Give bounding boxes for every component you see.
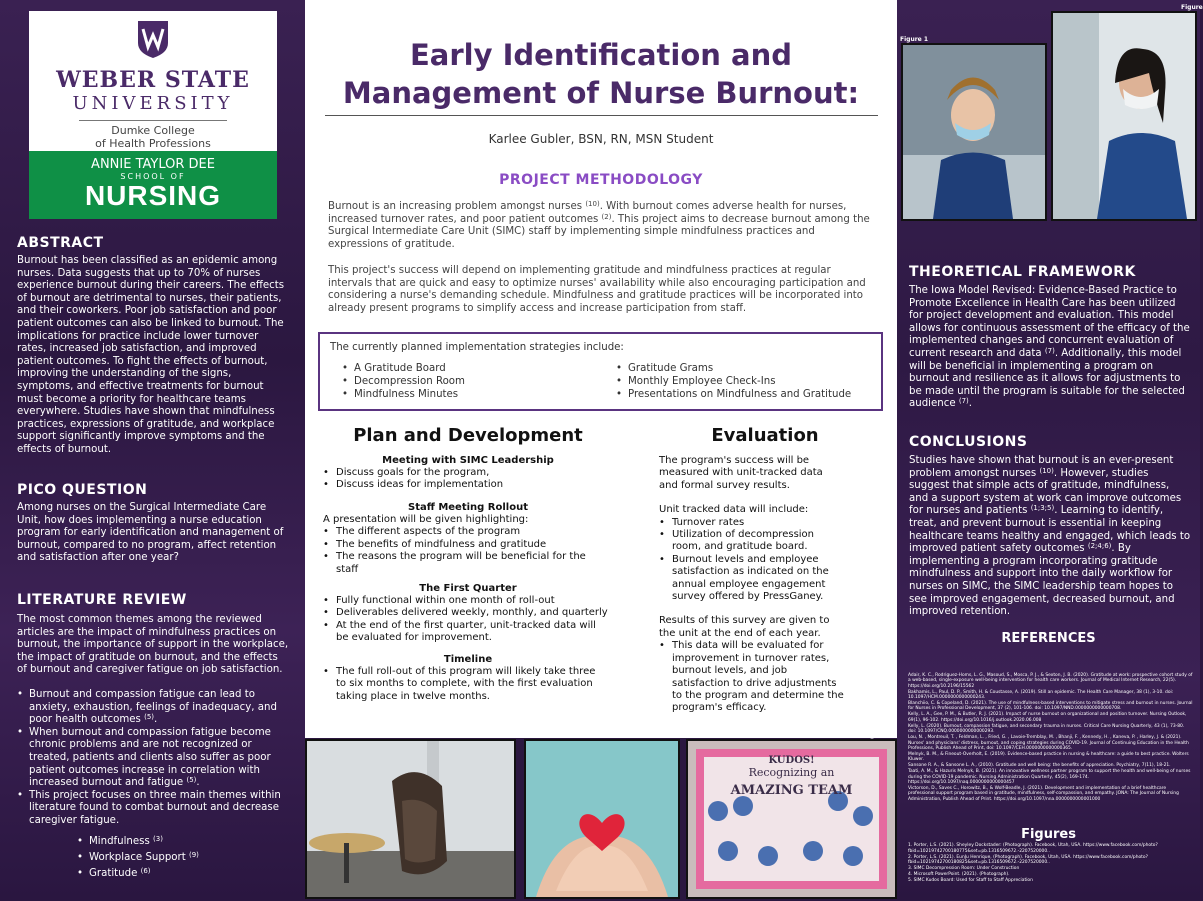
lit-s3: Gratitude: [89, 867, 138, 879]
kudos-line2: Recognizing an: [748, 766, 835, 779]
lit-body: [17, 614, 289, 882]
figure3-photo: [305, 739, 516, 899]
references-heading: REFERENCES: [1001, 631, 1096, 646]
plan-item: • Discuss ideas for implementation: [323, 479, 608, 491]
logo-college2: of Health Professions: [95, 137, 211, 150]
kudos-text: [688, 755, 895, 798]
meth-p1b: . With burnout comes adverse health for nurses, increased turnover rates, and poor patient outcomes: [328, 201, 847, 225]
figures-list: [908, 843, 1193, 884]
plan-item: • The full roll-out of this program will likely take three to six months to complete, with the first evaluation taking place in twelve months.: [323, 666, 608, 703]
theory-a: The Iowa Model Revised: Evidence-Based Practice to Promote Excellence in Health Care has been utilized for project development and evaluation. This model allows for continuous assessment of the efficacy of the implemented changes and concurrent evaluation of current research and data: [909, 285, 1190, 359]
figure3-caption: Figure 3: [309, 731, 338, 738]
abstract-body: Burnout has been classified as an epidemic among nurses. Data suggests that up to 70% of nurses experience burnout during their careers. The effects of burnout are detrimental to nurses, their patients, and their coworkers. Poor job satisfaction and poor patient outcomes can also be linked to burnout. The implications for practice include lower turnover rates, increased job satisfaction, and improved patient outcomes. To fight the effects of burnout, improving the understanding of the signs, symptoms, and effective treatments for burnout must become a priority for healthcare teams everywhere. Studies have shown that mindfulness practices, expressions of gratitude, and workplace support significantly improve symptoms and the effects of burnout.: [17, 255, 285, 455]
logo-line2: UNIVERSITY: [72, 93, 234, 114]
figure2-caption: Figure: [1181, 4, 1203, 11]
lit-b2-ref: (5): [186, 776, 197, 785]
wsu-shield-icon: [136, 19, 170, 59]
theory-ref2: (7): [958, 397, 969, 406]
lit-sub-item: [77, 866, 289, 882]
concl-a: Studies have shown that burnout is an ever-present problem amongst nurses: [909, 455, 1174, 479]
eval-item: • This data will be evaluated for improvement in turnover rates, burnout levels, and job satisfaction to drive adjustments to the program and determine the program's efficacy.: [659, 640, 844, 714]
concl-ref-a: (10): [1039, 466, 1054, 475]
plan-quarter-list: [323, 595, 608, 645]
plan-staff-intro: A presentation will be given highlighting:: [323, 514, 529, 525]
eval-p2: Unit tracked data will include:: [659, 504, 809, 516]
title-line2: Management of Nurse Burnout:: [342, 76, 860, 110]
pico-heading: PICO QUESTION: [17, 482, 148, 498]
concl-c: . Learning to identify, treat, and prevent burnout is essential in keeping healthcare teams healthy and engaged, which leads to improved patient safety outcomes: [909, 505, 1191, 555]
reference-item: Bakhamis, L., Paul, D. P., Smith, H. & Coustasse, A. (2019). Still an epidemic. The Health Care Manager, 38 (1), 3-10. doi: 10.1097/HCM.0000000000000243.: [908, 689, 1174, 700]
figure-item: 2. Porter, L.S. (2021). EunJu Henrique, (Photograph). Facebook, Utah, USA. https://www.facebook.com/photo?fbid=10219742700180825&set=pb.1316509672.-2207520000..: [908, 854, 1148, 866]
abstract-heading: ABSTRACT: [17, 235, 104, 251]
lit-list: [17, 689, 289, 828]
poster-title: [305, 36, 897, 112]
reference-item: Blanchiio, C. & Copeland, D. (2021). The use of mindfulness-based interventions to mitigate stress and burnout in nurses. Journal for Nurses in Professional Development, 37 (2), 101-106. doi: 10.1097/NND.0000000000000708.: [908, 701, 1193, 712]
nurse1-illustration: [903, 45, 1045, 219]
strategy-item: • Mindfulness Minutes: [342, 388, 465, 401]
theory-body: [909, 285, 1191, 411]
lit-b1: Burnout and compassion fatigue can lead to anxiety, exhaustion, feelings of inadequacy, and poor health outcomes: [29, 688, 277, 726]
reference-item: Sansone R. A., & Sansone L. A., (2010). Gratitude and well being: the benefits of appreciation. Psychiatry, 7(11), 18-21.: [908, 763, 1171, 769]
lit-s2-ref: (9): [188, 850, 199, 859]
logo-divider: [79, 120, 227, 121]
theory-c: .: [968, 398, 973, 410]
theory-ref1: (7): [1044, 346, 1055, 355]
lit-s3-ref: (6): [140, 866, 151, 875]
evaluation-body: [659, 455, 844, 715]
logo-college1: Dumke College: [111, 124, 195, 137]
strategies-intro: The currently planned implementation strategies include:: [330, 342, 624, 353]
figure4-photo: [524, 739, 680, 899]
reference-item: Lou, N. , Montreuil, T. , Feldman, L. , Fried, G. , Lavoie-Tremblay, M. , Bhanji, F. , Kennedy, H. , Kaneva, P. , Harley, J. & (2021). Nurses' and physicians' distress, burnout, and coping strategies during COVID-19. Journal of Continuing Education in the Health Professions, Publish Ahead of Print, doi: 10.1097/CEH.0000000000000365.: [908, 735, 1189, 751]
reference-item: Melnyk, B. M., & Fineout-Overholt, E. (2019). Evidence-based practice in nursing & healthcare: a guide to best practice. Wolters Kluwer.: [908, 751, 1189, 763]
plan-staff-heading: Staff Meeting Rollout: [408, 502, 528, 513]
school-name2: SCHOOL OF: [120, 172, 186, 181]
lit-s2: Workplace Support: [89, 851, 186, 863]
evaluation-heading: Evaluation: [711, 425, 819, 446]
plan-item: • The reasons the program will be beneficial for the staff: [323, 551, 608, 576]
school-name1: ANNIE TAYLOR DEE: [91, 157, 215, 172]
strategies-right: [616, 362, 851, 401]
figures-heading: Figures: [1021, 827, 1076, 842]
eval-p1: The program's success will be measured with unit-tracked data and formal survey results.: [659, 455, 823, 491]
weber-state-logo: [29, 11, 277, 219]
strategy-item: • Monthly Employee Check-Ins: [616, 375, 851, 388]
kudos-line1: KUDOS!: [768, 755, 815, 766]
lit-sublist: [17, 834, 289, 882]
meth-ref2: (2): [601, 212, 612, 221]
hands-heart-illustration: [526, 741, 678, 897]
lit-b3: This project focuses on three main themes within literature found to combat burnout and decrease caregiver fatigue.: [29, 789, 281, 826]
massage-chair-illustration: [307, 741, 514, 897]
plan-meet-list: [323, 467, 608, 492]
reference-item: Adair, K. C., Rodriguez-Homs, L. G., Masoud, S., Mosca, P. J., & Sexton, J. B. (2020). Gratitude at work: prospective cohort study of a web-based, single-exposure well-being intervention for health care workers. Journal of Medical Internet Research, 22(5). https://doi.org/10.2196/15562: [908, 673, 1193, 689]
plan-meet-heading: Meeting with SIMC Leadership: [382, 455, 554, 466]
lit-heading: LITERATURE REVIEW: [17, 592, 187, 608]
lit-b2: When burnout and compassion fatigue become chronic problems and are not recognized or treated, patients and clients also suffer as poor patient outcomes increase in correlation with increased burnout and fatigue: [29, 726, 271, 789]
title-line1: Early Identification and: [410, 38, 792, 72]
eval-item: • Turnover rates: [659, 517, 844, 529]
methodology-p2: This project's success will depend on implementing gratitude and mindfulness practices at regular intervals that are quick and easy to optimize nurses' availability while also encouraging participation and considering a nurse's demanding schedule. Mindfulness and gratitude practices will be incorporated into already present programs to simplify access and increase participation from staff.: [328, 265, 866, 314]
meth-ref1: (10): [585, 200, 600, 208]
reference-item: Kelly, L. (2020). Burnout, compassion fatigue, and secondary trauma in nurses. Critical Care Nursing Quarterly, 43 (1), 73-80. doi: 10.1097/CNQ.0000000000000293.: [908, 723, 1185, 735]
figure1-photo: [901, 43, 1047, 221]
lit-sub-item: [77, 850, 289, 866]
conclusions-body: [909, 455, 1191, 619]
figure-item: 1. Porter, L.S. (2021). Sheyley Dockstader: (Photograph). Facebook, Utah, USA. https://www.facebook.com/photo?fbid=10219742700180775&set=pb.1316509672.-2207520000..: [908, 843, 1158, 854]
meth-p1a: Burnout is an increasing problem amongst nurses: [328, 201, 583, 212]
lit-s1: Mindfulness: [89, 835, 150, 847]
figure5-caption: Figure: [870, 731, 892, 738]
author-line: Karlee Gubler, BSN, RN, MSN Student: [488, 132, 714, 146]
lit-sub-item: [77, 834, 289, 850]
conclusions-heading: CONCLUSIONS: [909, 434, 1028, 450]
theory-b: . Additionally, this model will be beneficial in implementing a program on burnout and resilience as it allows for adjustments to be made until the program is suitable for the selected audience: [909, 347, 1185, 410]
logo-line1: WEBER STATE: [56, 67, 250, 93]
plan-item: • Deliverables delivered weekly, monthly, and quarterly: [323, 607, 608, 619]
theory-heading: THEORETICAL FRAMEWORK: [909, 264, 1136, 280]
lit-item: • When burnout and compassion fatigue become chronic problems and are not recognized or treated, patients and clients also suffer as poor patient outcomes increase in correlation with increased burnout and fatigue $^{(5)}$.: [17, 727, 289, 790]
methodology-p1: [328, 201, 878, 251]
strategies-left: [342, 362, 465, 401]
strategy-item: • Decompression Room: [342, 375, 465, 388]
kudos-line3: AMAZING TEAM: [730, 783, 853, 798]
plan-item: • Discuss goals for the program,: [323, 467, 608, 479]
methodology-heading: PROJECT METHODOLOGY: [499, 172, 703, 188]
nursing-banner: [29, 151, 277, 219]
lit-b1-ref: (5): [144, 713, 155, 722]
plan-staff-list: [323, 514, 608, 576]
figure-item: 4. Microsoft PowerPoint. (2021). (Photograph).: [908, 871, 1010, 877]
lit-intro: The most common themes among the reviewed articles are the impact of mindfulness practices on burnout, the importance of support in the workplace, the impact of gratitude on burnout, and the effects of burnout and caregiver fatigue on job satisfaction.: [17, 614, 289, 676]
plan-timeline-heading: Timeline: [443, 654, 493, 665]
reference-item: Victorson, D., Saves C., Horowitz, B., & Wolf-Beadle, J. (2021). Development and implementation of a brief healthcare professional support program based in gratitude, mindfulness, self-compassion, and empathy. JONA: The Journal of Nursing Administration, Publish Ahead of Print. https://doi.org/10.1097/nna.0000000000001000: [908, 786, 1179, 802]
concl-ref-b: (1;3;5): [1030, 504, 1055, 513]
references-list: [908, 673, 1193, 803]
figure-item: 3. SIMC Decompression Room: Under Construction: [908, 866, 1020, 872]
lit-item: • Burnout and compassion fatigue can lead to anxiety, exhaustion, feelings of inadequacy, and poor health outcomes $^{(5)}$.: [17, 689, 289, 727]
plan-item: • The different aspects of the program: [323, 526, 608, 538]
strategy-item: • A Gratitude Board: [342, 362, 465, 375]
plan-item: • The benefits of mindfulness and gratitude: [323, 539, 608, 551]
concl-b: . However, studies suggest that simple acts of gratitude, mindfulness, and a support system at work can improve outcomes for nurses and patients: [909, 467, 1182, 517]
school-name3: NURSING: [84, 180, 222, 211]
reference-item: Kelly, L. A., Gee, P. M., & Butler, R. J. (2021). Impact of nurse burnout on organizational and position turnover. Nursing Outlook, 69(1), 96-102. https://doi.org/10.1016/j.outlook.2020.06.008: [908, 712, 1187, 723]
plan-timeline-list: [323, 666, 608, 703]
plan-heading: Plan and Development: [353, 425, 583, 446]
lit-s1-ref: (3): [153, 834, 163, 843]
figure-item: 5. SIMC Kudos Board: Used for Staff to Staff Appreciation: [908, 877, 1033, 883]
meth-p1c: . This project aims to decrease burnout among the Surgical Intermediate Care Unit (SIMC) staff by implementing simple mindfulness practices and expressions of gratitude.: [328, 213, 870, 250]
plan-item: • At the end of the first quarter, unit-tracked data will be evaluated for improvement.: [323, 620, 608, 645]
figure1-caption: Figure 1: [900, 36, 929, 43]
title-divider: [325, 115, 878, 116]
lit-item: [17, 790, 289, 828]
strategy-item: • Presentations on Mindfulness and Gratitude: [616, 388, 851, 401]
center-column: [305, 0, 897, 738]
concl-d: . By implementing a program incorporating gratitude mindfulness and support into the daily workflow for nurses on SIMC, the SIMC leadership team hopes to see improved engagement, decreased burnout, and improved retention.: [909, 543, 1175, 618]
logo-college: [29, 124, 277, 150]
eval-p3: Results of this survey are given to the unit at the end of each year.: [659, 615, 830, 639]
figure5-photo: [686, 739, 897, 899]
nurse2-illustration: [1053, 13, 1195, 219]
figure2-photo: [1051, 11, 1197, 221]
reference-item: Taati, A. M., & Hazuris Melnyk, B. (2021). An innovative wellness partner program to support the health and well-being of nurses during the COVID-19 pandemic. Nursing Administration Quarterly, 45(2), 169-174. https://doi.org/10.1097/naq.0000000000000457: [908, 769, 1191, 786]
concl-ref-c: (2;4;6): [1087, 542, 1112, 551]
eval-item: • Burnout levels and employee satisfaction as indicated on the annual employee engagement survey offered by PressGaney.: [659, 554, 844, 604]
strategy-item: • Gratitude Grams: [616, 362, 851, 375]
pico-body: Among nurses on the Surgical Intermediate Care Unit, how does implementing a nurse education program for early identification and management of burnout, compared to no program, affect retention and satisfaction after one year?: [17, 502, 284, 564]
strategies-box: [318, 332, 883, 411]
eval-item: • Utilization of decompression room, and gratitude board.: [659, 529, 844, 554]
left-column: [0, 0, 305, 900]
figure-strip: [305, 731, 897, 900]
figure4-caption: Figure 4: [590, 731, 619, 738]
plan-item: • Fully functional within one month of roll-out: [323, 595, 608, 607]
plan-quarter-heading: The First Quarter: [419, 583, 517, 594]
